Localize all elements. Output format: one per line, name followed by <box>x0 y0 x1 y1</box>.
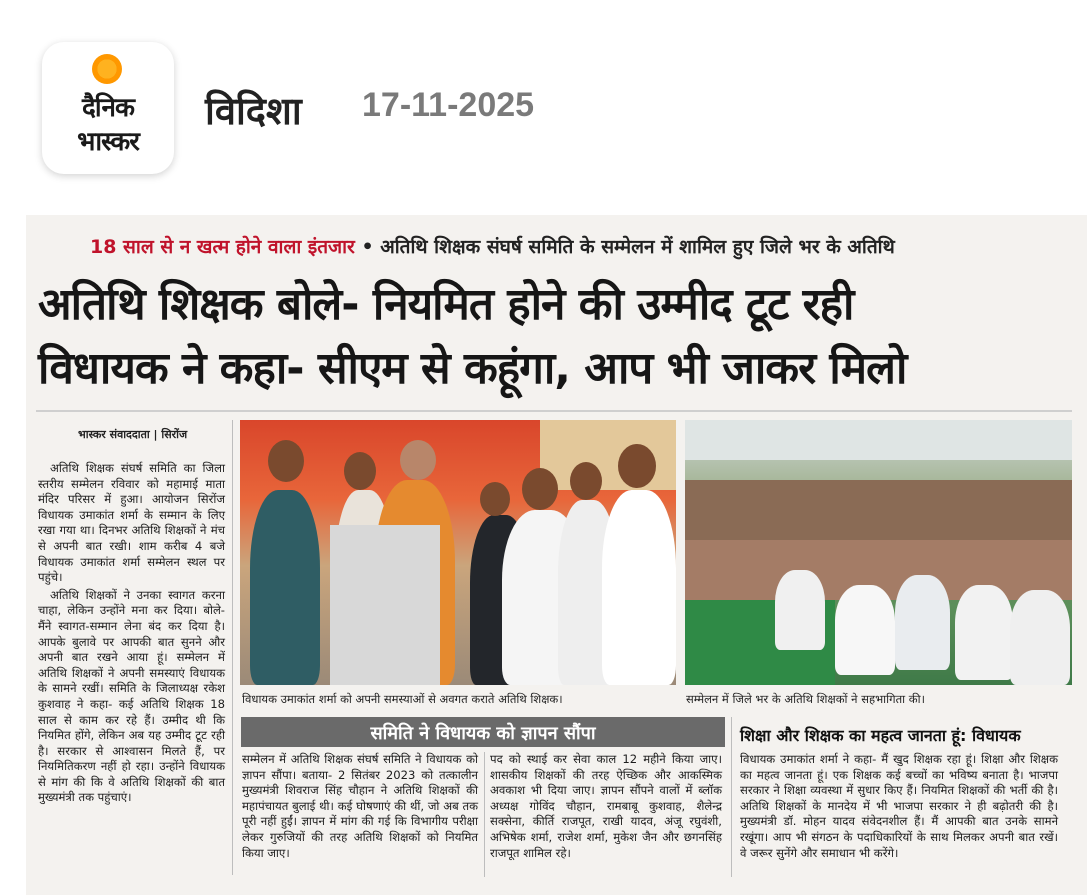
article-kicker: 18 साल से न खत्म होने वाला इंतजार • अतिथि शिक्षक संघर्ष समिति के सम्मेलन में शामिल हुए जिले भर के अतिथि <box>90 236 895 258</box>
edition-date: 17-11-2025 <box>362 86 535 124</box>
kicker-highlight: 18 साल से न खत्म होने वाला इंतजार <box>90 236 355 258</box>
column-divider <box>731 717 732 877</box>
logo-text-line1: दैनिक <box>82 93 134 123</box>
sidebar-heading: शिक्षा और शिक्षक का महत्व जानता हूं: विधायक <box>740 726 1021 745</box>
subsection-heading-bar <box>241 717 725 747</box>
article-column-2: सम्मेलन में अतिथि शिक्षक संघर्ष समिति ने विधायक को ज्ञापन सौंपा। बताया- 2 सितंबर 2023 को तत्कालीन मुख्यमंत्री शिवराज सिंह चौहान ने अतिथि शिक्षकों की महापंचायत बुलाई थी। कई घोषणाएं की थीं, जो अब तक पूरी नहीं हुईं। ज्ञापन में मांग की गई कि विभागीय परीक्षा लेकर गुरुजियों की तरह अतिथि शिक्षकों को नियमित किया जाए। <box>242 752 478 860</box>
city-label: विदिशा <box>205 89 302 133</box>
dainik-bhaskar-logo[interactable] <box>42 42 174 174</box>
headline-divider <box>36 410 1072 412</box>
headline-line-1: अतिथि शिक्षक बोले- नियमित होने की उम्मीद टूट रही <box>38 279 854 330</box>
photo-caption-2: सम्मेलन में जिले भर के अतिथि शिक्षकों ने सहभागिता की। <box>686 692 925 706</box>
photo-conference-audience <box>685 420 1072 685</box>
logo-text-line2: भास्कर <box>77 127 139 157</box>
subsection-heading: समिति ने विधायक को ज्ञापन सौंपा <box>370 723 596 744</box>
byline: भास्कर संवाददाता | सिरोंज <box>78 428 188 441</box>
sun-icon <box>92 54 122 84</box>
column-divider <box>484 752 485 877</box>
paragraph: अतिथि शिक्षक संघर्ष समिति का जिला स्तरीय सम्मेलन रविवार को महामाई माता मंदिर परिसर में हुआ। आयोजन सिरोंज विधायक उमाकांत शर्मा के सम्मान के लिए रखा गया था। दिनभर अतिथि शिक्षकों ने मंच से अपनी बात रखी। शाम करीब 4 बजे विधायक उमाकांत शर्मा सम्मेलन स्थल पर पहुंचे। <box>38 461 225 585</box>
paragraph: अतिथि शिक्षकों ने उनका स्वागत करना चाहा, लेकिन उन्होंने मना कर दिया। बोले- मैंने स्वागत-सम्मान लेना बंद कर दिया है। आपके बुलावे पर आपकी बात सुनने और अपनी बात रखने आया हूं। सम्मेलन में अतिथि शिक्षकों ने अपनी समस्याएं विधायक के सामने रखीं। समिति के जिलाध्यक्ष रकेश कुशवाह ने कहा- कई अतिथि शिक्षक 18 साल से काम कर रहे हैं। उम्मीद थी कि नियमित होंगे, लेकिन अब यह उम्मीद टूट रही है। सरकार से आश्वासन मिलते हैं, पर नियमितिकरण नहीं हो रहा। उन्होंने विधायक से मांग की कि वे अतिथि शिक्षकों की बात मुख्यमंत्री तक पहुंचाएं। <box>38 587 225 805</box>
article-column-4: विधायक उमाकांत शर्मा ने कहा- मैं खुद शिक्षक रहा हूं। शिक्षा और शिक्षक का महत्व जानता हूं। एक शिक्षक कई बच्चों का भविष्य बनाता है। भाजपा सरकार ने शिक्षा व्यवस्था में सुधार किए हैं। नियमित शिक्षकों की भर्ती की है। अतिथि शिक्षकों के मानदेय में भी भाजपा सरकार ने ही बढ़ोतरी की है। मुख्यमंत्री डॉ. मोहन यादव संवेदनशील हैं। मैं आपकी बात उनके सामने रखूंगा। आप भी संगठन के पदाधिकारियों के साथ मिलकर अपनी बात रखें। वे जरूर सुनेंगे और समाधान भी करेंगे। <box>740 752 1058 860</box>
kicker-subtitle: अतिथि शिक्षक संघर्ष समिति के सम्मेलन में शामिल हुए जिले भर के अतिथि <box>380 236 895 258</box>
photo-caption-1: विधायक उमाकांत शर्मा को अपनी समस्याओं से अवगत कराते अतिथि शिक्षक। <box>242 692 563 706</box>
article-column-3: पद को स्थाई कर सेवा काल 12 महीने किया जाए। शासकीय शिक्षकों की तरह ऐच्छिक और आकस्मिक अवकाश भी दिया जाए। ज्ञापन सौंपने वालों में ब्लॉक अध्यक्ष गोविंद चौहान, रामबाबू कुशवाह, शैलेन्द्र सक्सेना, कीर्ति राजपूत, राखी यादव, अंजू रघुवंशी, अभिषेक शर्मा, राजेश शर्मा, मुकेश जैन और छगनसिंह राजपूत शामिल रहे। <box>490 752 722 860</box>
headline-line-2: विधायक ने कहा- सीएम से कहूंगा, आप भी जाकर मिलो <box>38 343 907 394</box>
article-column-1 <box>38 461 225 808</box>
app-header <box>0 0 1087 205</box>
photo-mla-with-teachers <box>240 420 676 685</box>
column-divider <box>232 420 233 875</box>
